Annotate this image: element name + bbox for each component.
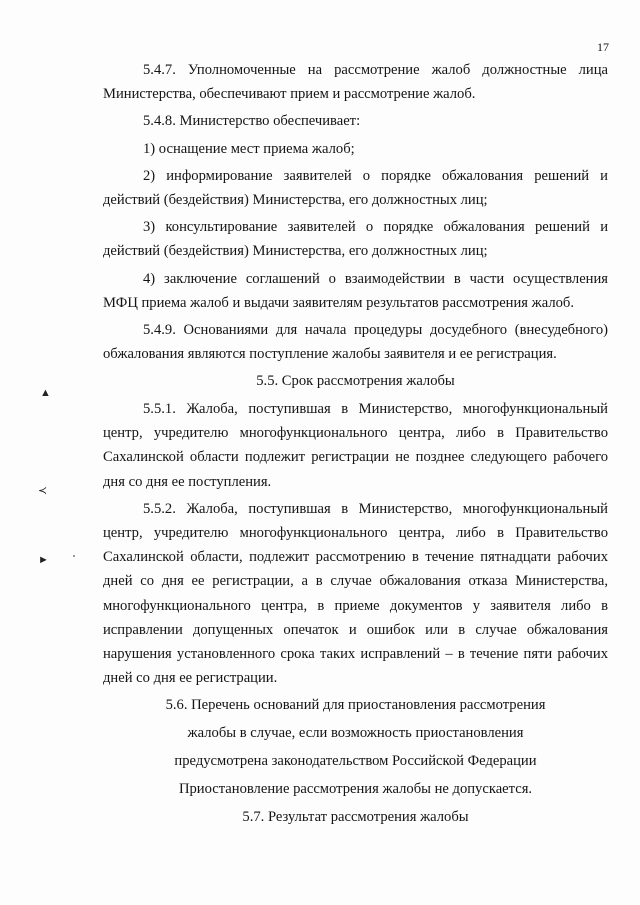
paragraph-5-4-7: 5.4.7. Уполномоченные на рассмотрение жалоб должностные лица Министерства, обеспечивают прием и рассмотрение жалоб. <box>103 62 608 103</box>
paragraph-5-5-1: 5.5.1. Жалоба, поступившая в Министерство, многофункциональный центр, учредителю многофункционального центра, либо в Правительство Сахалинской области подлежит регистрации не позднее следующего рабочего дня со дня ее поступления. <box>103 401 608 490</box>
paragraph-5-4-8: 5.4.8. Министерство обеспечивает: <box>143 113 361 130</box>
section-heading-5-5: 5.5. Срок рассмотрения жалобы <box>256 373 455 390</box>
document-body <box>103 58 608 833</box>
scan-mark: ► <box>38 554 49 566</box>
suspension-note: Приостановление рассмотрения жалобы не допускается. <box>178 780 533 797</box>
list-item-3: 3) консультирование заявителей о порядке обжалования решений и действий (бездействия) Министерства, его должностных лиц; <box>103 219 608 260</box>
scan-mark: ▲ <box>40 387 51 399</box>
paragraph-5-4-9: 5.4.9. Основаниями для начала процедуры досудебного (внесудебного) обжалования являются поступление жалобы заявителя и ее регистрация. <box>103 322 608 363</box>
section-heading-5-6-line-3: предусмотрена законодательством Российской Федерации <box>174 753 537 770</box>
list-item-4: 4) заключение соглашений о взаимодействии в части осуществления МФЦ приема жалоб и выдачи заявителям результатов рассмотрения жалоб. <box>103 270 608 311</box>
list-item-2: 2) информирование заявителей о порядке обжалования решений и действий (бездействия) Министерства, его должностных лиц; <box>103 167 608 209</box>
scan-mark: ≺ <box>38 485 48 497</box>
page-number: 17 <box>597 40 609 54</box>
section-heading-5-7: 5.7. Результат рассмотрения жалобы <box>242 809 469 826</box>
paragraph-5-5-2: 5.5.2. Жалоба, поступившая в Министерство, многофункциональный центр, учредителю многофункционального центра, либо в Правительство Сахалинской области, подлежит рассмотрению в течение пятнадцати рабочих дней со дня ее регистрации, а в случае обжалования отказа Министерства, многофункционального центра, в приеме документов у заявителя либо в исправлении допущенных опечаток и ошибок или в случае обжалования нарушения установленного срока таких исправлений – в течение пяти рабочих дней со дня ее регистрации. <box>103 500 608 687</box>
scan-dot <box>73 555 75 557</box>
section-heading-5-6-line-2: жалобы в случае, если возможность приостановления <box>187 725 524 742</box>
section-heading-5-6-line-1: 5.6. Перечень оснований для приостановления рассмотрения <box>165 697 546 714</box>
list-item-1: 1) оснащение мест приема жалоб; <box>143 140 355 157</box>
